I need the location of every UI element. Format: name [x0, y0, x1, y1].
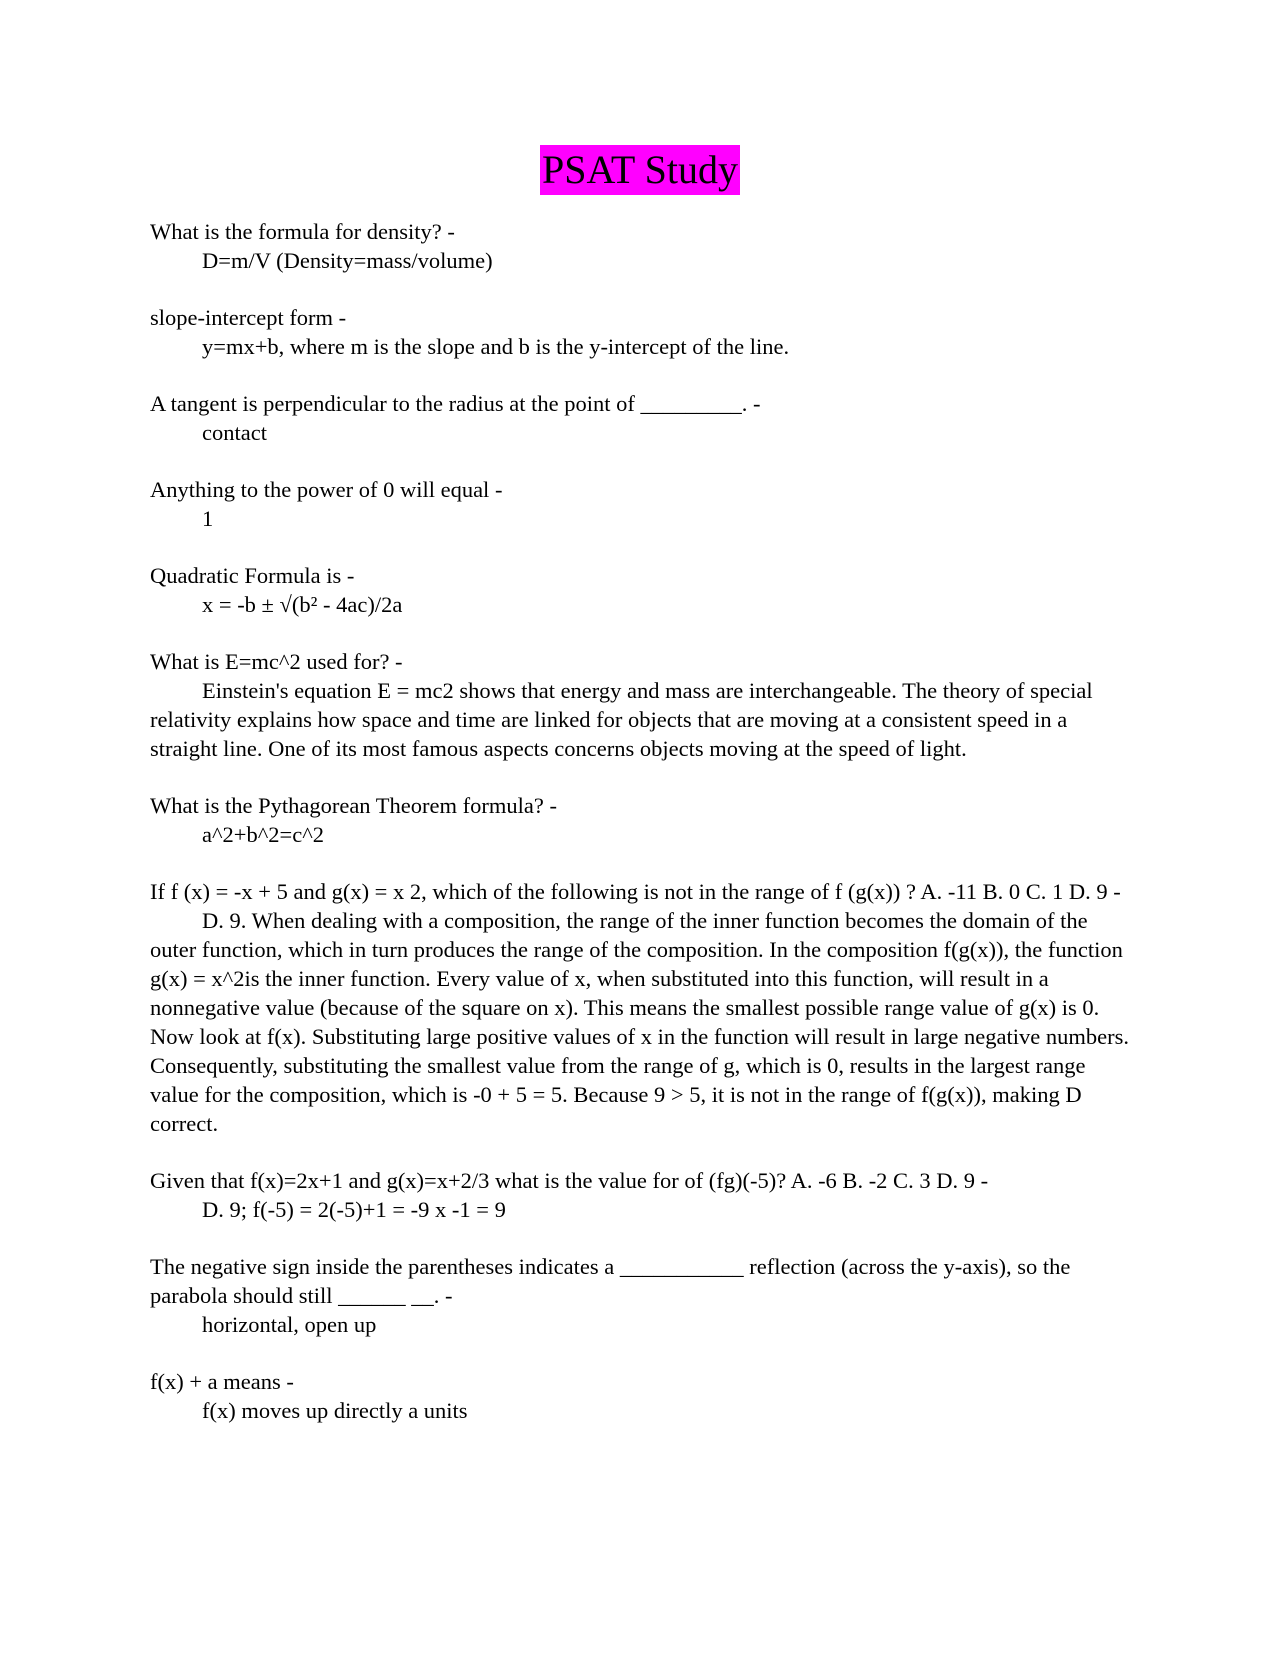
flashcard-answer: Einstein's equation E = mc2 shows that energy and mass are interchangeable. The theory of special relativity explains how space and time are linked for objects that are moving at a consistent speed in a straight line. One of its most famous aspects concerns objects moving at the speed of light.: [150, 678, 1093, 761]
flashcard: [150, 303, 1130, 361]
flashcard: [150, 561, 1130, 619]
flashcard-question: What is the Pythagorean Theorem formula? -: [150, 793, 557, 818]
flashcard-question: If f (x) = -x + 5 and g(x) = x 2, which of the following is not in the range of f (g(x)) ? A. -11 B. 0 C. 1 D. 9 -: [150, 879, 1121, 904]
flashcard-question: f(x) + a means -: [150, 1369, 294, 1394]
flashcard: [150, 389, 1130, 447]
flashcard-answer: f(x) moves up directly a units: [202, 1398, 468, 1423]
flashcard-answer: x = -b ± √(b² - 4ac)/2a: [202, 592, 403, 617]
flashcard-answer: y=mx+b, where m is the slope and b is the y-intercept of the line.: [202, 334, 790, 359]
flashcard-question: Given that f(x)=2x+1 and g(x)=x+2/3 what is the value for of (fg)(-5)? A. -6 B. -2 C. 3 D. 9 -: [150, 1168, 989, 1193]
document-page: [150, 145, 1130, 1453]
flashcard: [150, 217, 1130, 275]
flashcard: [150, 1252, 1130, 1339]
flashcard-answer: contact: [202, 420, 267, 445]
flashcard-question: The negative sign inside the parentheses indicates a ___________ reflection (across the y-axis), so the parabola should still ______ __. -: [150, 1254, 1071, 1308]
flashcard-answer: D. 9; f(-5) = 2(-5)+1 = -9 x -1 = 9: [202, 1197, 506, 1222]
flashcard: [150, 877, 1130, 1138]
flashcard-question: slope-intercept form -: [150, 305, 347, 330]
flashcard: [150, 647, 1130, 763]
flashcard-answer: D=m/V (Density=mass/volume): [202, 248, 493, 273]
document-title: PSAT Study: [540, 145, 740, 195]
title-wrapper: [150, 145, 1130, 195]
flashcard: [150, 1166, 1130, 1224]
flashcard-answer: a^2+b^2=c^2: [202, 822, 325, 847]
flashcard: [150, 791, 1130, 849]
flashcard: [150, 1367, 1130, 1425]
flashcard-answer: 1: [202, 506, 214, 531]
flashcard-question: What is E=mc^2 used for? -: [150, 649, 403, 674]
flashcard-question: Anything to the power of 0 will equal -: [150, 477, 503, 502]
flashcard-question: Quadratic Formula is -: [150, 563, 355, 588]
flashcard-question: A tangent is perpendicular to the radius at the point of _________. -: [150, 391, 761, 416]
flashcard: [150, 475, 1130, 533]
flashcard-question: What is the formula for density? -: [150, 219, 455, 244]
flashcard-answer: horizontal, open up: [202, 1312, 377, 1337]
flashcard-answer: D. 9. When dealing with a composition, the range of the inner function becomes the domain of the outer function, which in turn produces the range of the composition. In the composition f(g(x)), the function g(x) = x^2is the inner function. Every value of x, when substituted into this function, will result in a nonnegative value (because of the square on x). This means the smallest possible range value of g(x) is 0. Now look at f(x). Substituting large positive values of x in the function will result in large negative numbers. Consequently, substituting the smallest value from the range of g, which is 0, results in the largest range value for the composition, which is -0 + 5 = 5. Because 9 > 5, it is not in the range of f(g(x)), making D correct.: [150, 908, 1129, 1136]
